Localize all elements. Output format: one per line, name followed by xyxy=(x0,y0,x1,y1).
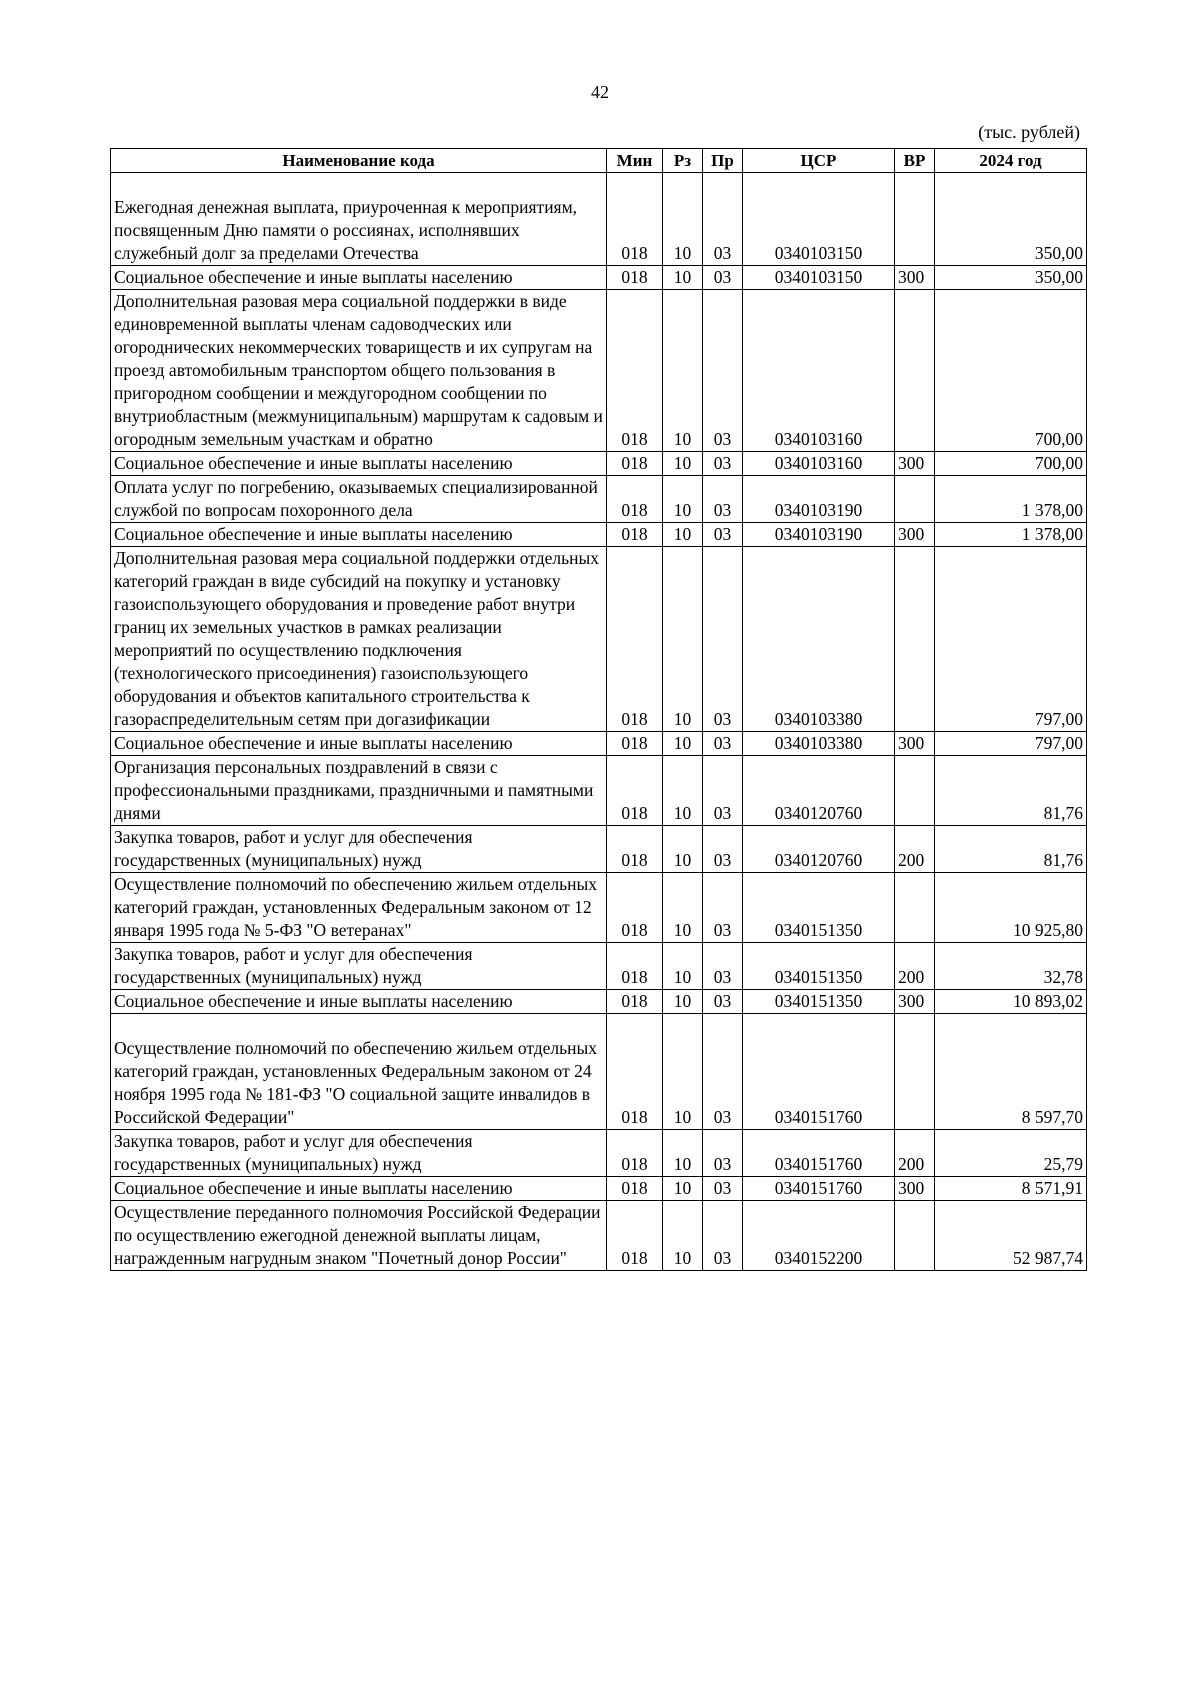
cell-name xyxy=(111,756,607,826)
cell-min-text: 018 xyxy=(621,967,648,987)
cell-pr xyxy=(703,452,743,476)
header-sum: 2024 год xyxy=(935,149,1087,173)
cell-pr-text: 03 xyxy=(713,967,732,987)
cell-vr xyxy=(895,1201,935,1271)
cell-min-text: 018 xyxy=(621,803,648,823)
cell-rz xyxy=(663,547,703,732)
cell-min xyxy=(607,1014,663,1130)
cell-vr xyxy=(895,1014,935,1130)
cell-pr-text: 03 xyxy=(713,1248,732,1268)
cell-pr xyxy=(703,990,743,1014)
cell-csr xyxy=(743,756,895,826)
cell-csr-text: 0340152200 xyxy=(774,1248,863,1268)
cell-csr xyxy=(743,452,895,476)
cell-sum-text: 52 987,74 xyxy=(1013,1248,1083,1268)
cell-rz-text: 10 xyxy=(673,850,692,870)
cell-pr-text: 03 xyxy=(713,1178,732,1198)
table-row xyxy=(111,523,1087,547)
cell-vr xyxy=(895,523,935,547)
cell-rz xyxy=(663,452,703,476)
cell-name xyxy=(111,290,607,452)
table-row xyxy=(111,1201,1087,1271)
cell-vr xyxy=(895,826,935,873)
cell-rz-text: 10 xyxy=(673,803,692,823)
cell-csr-text: 0340120760 xyxy=(774,850,863,870)
cell-csr xyxy=(743,523,895,547)
cell-vr-text: 300 xyxy=(898,991,925,1011)
cell-csr xyxy=(743,476,895,523)
cell-csr-text: 0340103150 xyxy=(774,267,863,287)
cell-sum xyxy=(935,990,1087,1014)
cell-rz-text: 10 xyxy=(673,1248,692,1268)
cell-name xyxy=(111,173,607,266)
cell-rz xyxy=(663,826,703,873)
cell-name xyxy=(111,547,607,732)
cell-rz-text: 10 xyxy=(673,967,692,987)
cell-rz xyxy=(663,266,703,290)
table-row xyxy=(111,990,1087,1014)
cell-rz-text: 10 xyxy=(673,709,692,729)
cell-pr xyxy=(703,943,743,990)
cell-pr-text: 03 xyxy=(713,1154,732,1174)
cell-rz-text: 10 xyxy=(673,920,692,940)
cell-csr-text: 0340151760 xyxy=(774,1154,863,1174)
header-csr: ЦСР xyxy=(743,149,895,173)
cell-vr-text: 300 xyxy=(898,524,925,544)
table-row xyxy=(111,873,1087,943)
budget-table xyxy=(110,148,1087,1271)
cell-name-text: Социальное обеспечение и иные выплаты населению xyxy=(114,453,513,473)
cell-sum xyxy=(935,1130,1087,1177)
cell-csr xyxy=(743,547,895,732)
cell-sum xyxy=(935,547,1087,732)
cell-name-text: Закупка товаров, работ и услуг для обеспечения государственных (муниципальных) нужд xyxy=(114,944,473,987)
cell-pr-text: 03 xyxy=(713,920,732,940)
cell-vr xyxy=(895,943,935,990)
cell-vr-text: 300 xyxy=(898,1178,925,1198)
cell-rz xyxy=(663,173,703,266)
cell-min xyxy=(607,266,663,290)
cell-min xyxy=(607,523,663,547)
cell-pr xyxy=(703,1130,743,1177)
cell-name xyxy=(111,1177,607,1201)
cell-min-text: 018 xyxy=(621,709,648,729)
cell-sum xyxy=(935,523,1087,547)
cell-rz-text: 10 xyxy=(673,453,692,473)
cell-vr-text: 200 xyxy=(898,850,925,870)
cell-csr xyxy=(743,826,895,873)
cell-name-text: Социальное обеспечение и иные выплаты населению xyxy=(114,1178,513,1198)
cell-csr-text: 0340120760 xyxy=(774,803,863,823)
cell-sum xyxy=(935,943,1087,990)
cell-csr xyxy=(743,1130,895,1177)
cell-csr-text: 0340103190 xyxy=(774,500,863,520)
cell-pr xyxy=(703,732,743,756)
cell-csr xyxy=(743,266,895,290)
cell-sum xyxy=(935,732,1087,756)
cell-name-text: Дополнительная разовая мера социальной поддержки отдельных категорий граждан в виде субсидий на покупку и установку газоиспользующего оборудования и проведение работ внутри границ их земельных участков в рамках реализации мероприятий по осуществлению подключения (технологического присоединения) газоиспользующего оборудования и объектов капитального строительства к газораспределительным сетям при догазификации xyxy=(114,548,599,729)
cell-csr-text: 0340151760 xyxy=(774,1178,863,1198)
cell-vr-text: 200 xyxy=(898,1154,925,1174)
cell-name-text: Социальное обеспечение и иные выплаты населению xyxy=(114,733,513,753)
cell-sum-text: 8 597,70 xyxy=(1021,1107,1083,1127)
cell-sum xyxy=(935,452,1087,476)
cell-sum-text: 797,00 xyxy=(1034,709,1083,729)
cell-min xyxy=(607,1177,663,1201)
cell-name xyxy=(111,826,607,873)
cell-vr xyxy=(895,173,935,266)
cell-sum-text: 81,76 xyxy=(1043,803,1083,823)
table-row xyxy=(111,290,1087,452)
cell-sum xyxy=(935,1177,1087,1201)
cell-name xyxy=(111,476,607,523)
cell-pr-text: 03 xyxy=(713,524,732,544)
table-row xyxy=(111,452,1087,476)
cell-name xyxy=(111,1130,607,1177)
cell-min xyxy=(607,476,663,523)
cell-rz-text: 10 xyxy=(673,500,692,520)
cell-csr-text: 0340103150 xyxy=(774,243,863,263)
cell-name xyxy=(111,452,607,476)
cell-min xyxy=(607,547,663,732)
cell-sum xyxy=(935,1014,1087,1130)
cell-rz xyxy=(663,990,703,1014)
cell-min-text: 018 xyxy=(621,524,648,544)
cell-vr xyxy=(895,756,935,826)
cell-min-text: 018 xyxy=(621,850,648,870)
cell-csr-text: 0340151350 xyxy=(774,920,863,940)
cell-min-text: 018 xyxy=(621,267,648,287)
cell-pr-text: 03 xyxy=(713,500,732,520)
cell-sum xyxy=(935,173,1087,266)
cell-rz xyxy=(663,943,703,990)
cell-csr xyxy=(743,732,895,756)
cell-sum-text: 1 378,00 xyxy=(1021,524,1083,544)
cell-pr-text: 03 xyxy=(713,850,732,870)
table-row xyxy=(111,732,1087,756)
cell-vr xyxy=(895,873,935,943)
cell-min xyxy=(607,290,663,452)
cell-name-text: Осуществление переданного полномочия Российской Федерации по осуществлению ежегодной денежной выплаты лицам, награжденным нагрудным знаком "Почетный донор России" xyxy=(114,1202,601,1268)
cell-pr xyxy=(703,826,743,873)
cell-sum-text: 700,00 xyxy=(1034,453,1083,473)
cell-pr-text: 03 xyxy=(713,709,732,729)
cell-sum-text: 1 378,00 xyxy=(1021,500,1083,520)
cell-min-text: 018 xyxy=(621,500,648,520)
cell-pr xyxy=(703,873,743,943)
cell-rz-text: 10 xyxy=(673,1154,692,1174)
cell-name-text: Организация персональных поздравлений в связи с профессиональными праздниками, праздничными и памятными днями xyxy=(114,757,594,823)
cell-min xyxy=(607,732,663,756)
cell-sum-text: 10 925,80 xyxy=(1013,920,1083,940)
cell-name xyxy=(111,990,607,1014)
cell-sum-text: 8 571,91 xyxy=(1021,1178,1083,1198)
cell-pr xyxy=(703,547,743,732)
cell-csr-text: 0340151760 xyxy=(774,1107,863,1127)
cell-csr xyxy=(743,290,895,452)
cell-csr xyxy=(743,873,895,943)
table-row xyxy=(111,266,1087,290)
cell-min xyxy=(607,826,663,873)
cell-name xyxy=(111,1014,607,1130)
cell-name xyxy=(111,523,607,547)
cell-sum xyxy=(935,476,1087,523)
cell-pr xyxy=(703,290,743,452)
cell-csr-text: 0340103160 xyxy=(774,453,863,473)
cell-csr-text: 0340103380 xyxy=(774,733,863,753)
cell-rz-text: 10 xyxy=(673,1107,692,1127)
table-row xyxy=(111,1177,1087,1201)
cell-name-text: Социальное обеспечение и иные выплаты населению xyxy=(114,524,513,544)
header-min: Мин xyxy=(607,149,663,173)
cell-vr xyxy=(895,732,935,756)
cell-sum-text: 25,79 xyxy=(1043,1154,1083,1174)
cell-vr xyxy=(895,1177,935,1201)
cell-sum xyxy=(935,290,1087,452)
cell-csr xyxy=(743,173,895,266)
cell-sum xyxy=(935,873,1087,943)
table-row xyxy=(111,943,1087,990)
cell-name xyxy=(111,873,607,943)
cell-rz-text: 10 xyxy=(673,243,692,263)
cell-sum-text: 700,00 xyxy=(1034,429,1083,449)
cell-min-text: 018 xyxy=(621,991,648,1011)
cell-vr-text: 300 xyxy=(898,267,925,287)
cell-vr xyxy=(895,290,935,452)
cell-vr xyxy=(895,1130,935,1177)
cell-rz-text: 10 xyxy=(673,267,692,287)
cell-vr xyxy=(895,452,935,476)
cell-min xyxy=(607,452,663,476)
page-number: 42 xyxy=(591,82,609,102)
cell-pr xyxy=(703,1201,743,1271)
table-header-row xyxy=(111,149,1087,173)
cell-rz xyxy=(663,756,703,826)
cell-sum-text: 350,00 xyxy=(1034,267,1083,287)
cell-name-text: Осуществление полномочий по обеспечению жильем отдельных категорий граждан, установленных Федеральным законом от 12 января 1995 года № 5-ФЗ "О ветеранах" xyxy=(114,874,598,940)
cell-sum xyxy=(935,1201,1087,1271)
cell-rz-text: 10 xyxy=(673,991,692,1011)
cell-pr-text: 03 xyxy=(713,1107,732,1127)
cell-rz xyxy=(663,873,703,943)
cell-pr-text: 03 xyxy=(713,243,732,263)
cell-csr xyxy=(743,1201,895,1271)
cell-rz xyxy=(663,290,703,452)
cell-min xyxy=(607,943,663,990)
cell-min xyxy=(607,990,663,1014)
cell-name-text: Ежегодная денежная выплата, приуроченная к мероприятиям, посвященным Дню памяти о россиянах, исполнявших служебный долг за пределами Отечества xyxy=(114,197,578,263)
cell-name-text: Осуществление полномочий по обеспечению жильем отдельных категорий граждан, установленных Федеральным законом от 24 ноября 1995 года № 181-ФЗ "О социальной защите инвалидов в Российской Федерации" xyxy=(114,1038,598,1127)
header-vr: ВР xyxy=(895,149,935,173)
cell-sum-text: 32,78 xyxy=(1043,967,1083,987)
cell-min xyxy=(607,873,663,943)
cell-min xyxy=(607,1201,663,1271)
cell-min-text: 018 xyxy=(621,1107,648,1127)
cell-pr-text: 03 xyxy=(713,803,732,823)
cell-pr xyxy=(703,476,743,523)
table-row xyxy=(111,547,1087,732)
cell-rz xyxy=(663,1130,703,1177)
cell-min-text: 018 xyxy=(621,1154,648,1174)
cell-vr xyxy=(895,990,935,1014)
cell-pr xyxy=(703,1014,743,1130)
cell-min-text: 018 xyxy=(621,1248,648,1268)
cell-name-text: Социальное обеспечение и иные выплаты населению xyxy=(114,991,513,1011)
cell-vr xyxy=(895,547,935,732)
cell-min xyxy=(607,756,663,826)
table-row xyxy=(111,826,1087,873)
cell-pr xyxy=(703,1177,743,1201)
table-row xyxy=(111,756,1087,826)
cell-rz xyxy=(663,1201,703,1271)
table-row xyxy=(111,173,1087,266)
cell-rz-text: 10 xyxy=(673,524,692,544)
cell-min xyxy=(607,1130,663,1177)
cell-sum-text: 81,76 xyxy=(1043,850,1083,870)
cell-csr xyxy=(743,1014,895,1130)
cell-min-text: 018 xyxy=(621,243,648,263)
cell-csr-text: 0340103190 xyxy=(774,524,863,544)
cell-name-text: Оплата услуг по погребению, оказываемых специализированной службой по вопросам похоронного дела xyxy=(114,477,598,520)
cell-csr-text: 0340151350 xyxy=(774,967,863,987)
cell-rz xyxy=(663,1177,703,1201)
cell-csr xyxy=(743,990,895,1014)
cell-pr-text: 03 xyxy=(713,991,732,1011)
header-pr: Пр xyxy=(703,149,743,173)
cell-pr xyxy=(703,173,743,266)
cell-sum-text: 350,00 xyxy=(1034,243,1083,263)
units-label: (тыс. рублей) xyxy=(978,122,1080,142)
cell-vr xyxy=(895,266,935,290)
cell-name xyxy=(111,943,607,990)
cell-min-text: 018 xyxy=(621,1178,648,1198)
cell-name-text: Закупка товаров, работ и услуг для обеспечения государственных (муниципальных) нужд xyxy=(114,1131,473,1174)
cell-sum-text: 10 893,02 xyxy=(1013,991,1083,1011)
cell-pr-text: 03 xyxy=(713,429,732,449)
cell-min-text: 018 xyxy=(621,733,648,753)
cell-name-text: Дополнительная разовая мера социальной поддержки в виде единовременной выплаты членам садоводческих или огороднических некоммерческих товариществ и их супругам на проезд автомобильным транспортом общего пользования в пригородном сообщении и междугородном сообщении по внутриобластным (межмуниципальным) маршрутам к садовым и огородным земельным участкам и обратно xyxy=(114,291,603,449)
table-row xyxy=(111,1014,1087,1130)
cell-name xyxy=(111,1201,607,1271)
cell-csr-text: 0340103160 xyxy=(774,429,863,449)
header-name: Наименование кода xyxy=(111,149,607,173)
cell-pr-text: 03 xyxy=(713,733,732,753)
cell-rz xyxy=(663,523,703,547)
cell-rz-text: 10 xyxy=(673,1178,692,1198)
cell-min-text: 018 xyxy=(621,920,648,940)
cell-sum xyxy=(935,266,1087,290)
cell-rz-text: 10 xyxy=(673,429,692,449)
cell-csr xyxy=(743,1177,895,1201)
cell-rz xyxy=(663,476,703,523)
cell-min xyxy=(607,173,663,266)
cell-rz xyxy=(663,1014,703,1130)
table-body xyxy=(111,173,1087,1271)
cell-sum xyxy=(935,756,1087,826)
cell-vr xyxy=(895,476,935,523)
cell-name-text: Социальное обеспечение и иные выплаты населению xyxy=(114,267,513,287)
cell-csr-text: 0340103380 xyxy=(774,709,863,729)
cell-vr-text: 300 xyxy=(898,453,925,473)
cell-name xyxy=(111,732,607,756)
cell-pr xyxy=(703,523,743,547)
cell-rz xyxy=(663,732,703,756)
cell-pr-text: 03 xyxy=(713,267,732,287)
cell-vr-text: 300 xyxy=(898,733,925,753)
cell-min-text: 018 xyxy=(621,429,648,449)
cell-pr xyxy=(703,266,743,290)
table-row xyxy=(111,1130,1087,1177)
cell-rz-text: 10 xyxy=(673,733,692,753)
cell-csr xyxy=(743,943,895,990)
cell-name-text: Закупка товаров, работ и услуг для обеспечения государственных (муниципальных) нужд xyxy=(114,827,473,870)
cell-pr xyxy=(703,756,743,826)
header-rz: Рз xyxy=(663,149,703,173)
table-row xyxy=(111,476,1087,523)
cell-name xyxy=(111,266,607,290)
cell-min-text: 018 xyxy=(621,453,648,473)
cell-sum-text: 797,00 xyxy=(1034,733,1083,753)
cell-sum xyxy=(935,826,1087,873)
cell-pr-text: 03 xyxy=(713,453,732,473)
cell-vr-text: 200 xyxy=(898,967,925,987)
cell-csr-text: 0340151350 xyxy=(774,991,863,1011)
